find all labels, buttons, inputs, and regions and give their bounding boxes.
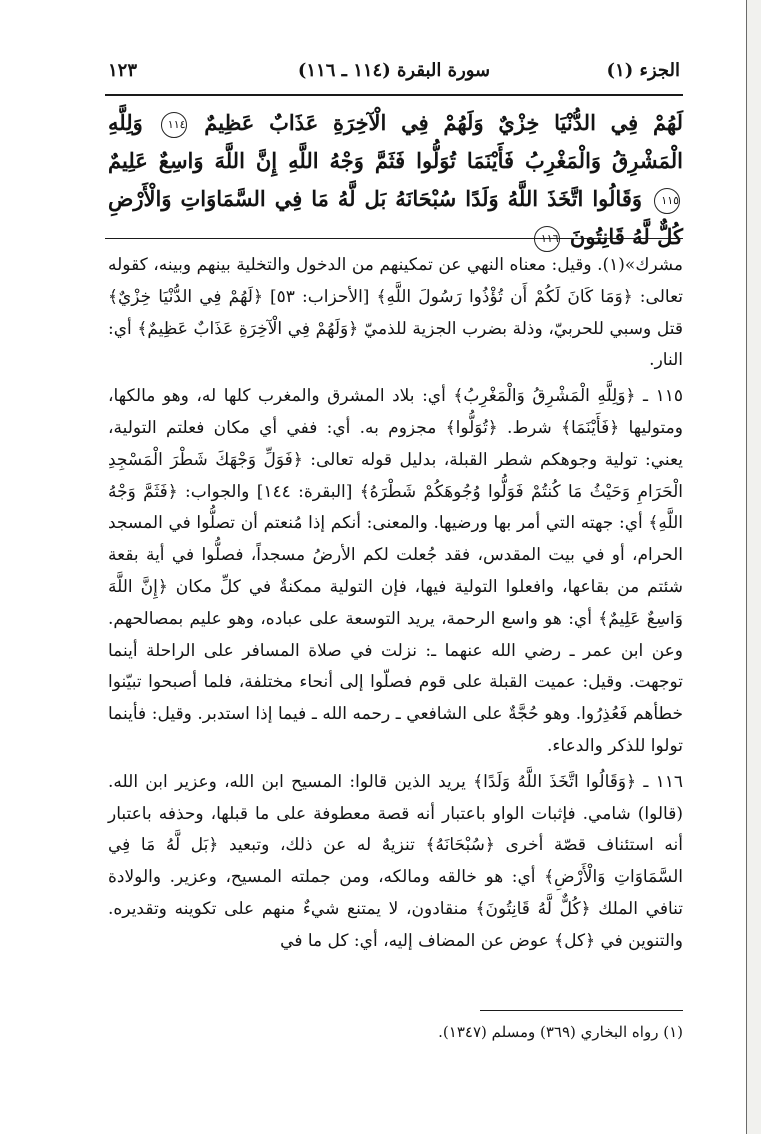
verse-text: وَلِلَّهِ الْمَشْرِقُ وَالْمَغْرِبُ فَأَيْنَمَا تُوَلُّوا فَثَمَّ وَجْهُ اللَّهِ إِنَّ اللَّهَ وَاسِعٌ عَلِيمٌ <box>108 110 683 173</box>
verse-text: لَهُمْ فِي الدُّنْيَا خِزْيٌ وَلَهُمْ فِي الْآخِرَةِ عَذَابٌ عَظِيمٌ <box>204 110 683 135</box>
page-header <box>108 60 680 94</box>
page-number: ١٢٣ <box>108 60 138 81</box>
verses-divider <box>105 238 683 239</box>
verse-number-marker: ١١٦ <box>534 226 560 252</box>
commentary-paragraph: مشرك»(١). وقيل: معناه النهي عن تمكينهم من الدخول والتخلية بينهم وبينه، كقوله تعالى: ﴿وَمَا كَانَ لَكُمْ أَن تُؤْذُوا رَسُولَ اللَّهِ﴾ [الأحزاب: ٥٣] ﴿لَهُمْ فِي الدُّنْيَا خِزْيٌ﴾ قتل وسبي للحربيّ، وذلة بضرب الجزية للذميّ ﴿وَلَهُمْ فِي الْآخِرَةِ عَذَابٌ عَظِيمٌ﴾ أي: النار. <box>108 255 683 371</box>
verse-text: وَقَالُوا اتَّخَذَ اللَّهُ وَلَدًا سُبْحَانَهُ بَل لَّهُ مَا فِي السَّمَاوَاتِ وَالْأَرْضِ كُلٌّ لَّهُ قَانِتُونَ <box>108 186 683 249</box>
page-binding-edge <box>746 0 761 1134</box>
footnote: (١) رواه البخاري (٣٦٩) ومسلم (١٣٤٧). <box>438 1023 683 1041</box>
commentary-paragraph: ١١٦ ـ ﴿وَقَالُوا اتَّخَذَ اللَّهُ وَلَدًا﴾ يريد الذين قالوا: المسيح ابن الله، وعزير ابن الله. (قالوا) شامي. فإثبات الواو باعتبار أنه قصة معطوفة على ما قبلها، وحذفه باعتبار أنه استئناف قصّة أخرى ﴿سُبْحَانَهُ﴾ تنزيهٌ له عن ذلك، وتبعيد ﴿بَل لَّهُ مَا فِي السَّمَاوَاتِ وَالْأَرْضِ﴾ أي: هو خالقه ومالكه، ومن جملته المسيح، وعزير. والولادة تنافي الملك ﴿كُلٌّ لَّهُ قَانِتُونَ﴾ منقادون، لا يمتنع شيءٌ منهم على تكوينه وتقديره. والتنوين في ﴿كل﴾ عوض عن المضاف إليه، أي: كل ما في <box>108 771 683 951</box>
juz-label: الجزء (١) <box>606 60 680 81</box>
surah-title: سورة البقرة (١١٤ ـ ١١٦) <box>297 60 491 81</box>
quran-verses-block <box>108 104 683 256</box>
commentary-body <box>108 250 683 958</box>
header-divider <box>105 94 683 96</box>
verse-number-marker: ١١٤ <box>161 112 187 138</box>
commentary-paragraph: ١١٥ ـ ﴿وَلِلَّهِ الْمَشْرِقُ وَالْمَغْرِبُ﴾ أي: بلاد المشرق والمغرب كلها له، وهو مالكها، ومتوليها ﴿فَأَيْنَمَا﴾ شرط. ﴿تُوَلُّوا﴾ مجزوم به. أي: ففي أي مكان فعلتم التولية، يعني: تولية وجوهكم شطر القبلة، بدليل قوله تعالى: ﴿فَوَلِّ وَجْهَكَ شَطْرَ الْمَسْجِدِ الْحَرَامِ وَحَيْثُ مَا كُنتُمْ فَوَلُّوا وُجُوهَكُمْ شَطْرَهُ﴾ [البقرة: ١٤٤] والجواب: ﴿فَثَمَّ وَجْهُ اللَّهِ﴾ أي: جهته التي أمر بها ورضيها. والمعنى: أنكم إذا مُنعتم أن تصلُّوا في المسجد الحرام، أو في بيت المقدس، فقد جُعلت لكم الأرضُ مسجداً، فصلُّوا في أية بقعة شئتم من بقاعها، وافعلوا التولية فيها، فإن التولية ممكنةٌ في كلِّ مكان ﴿إِنَّ اللَّهَ وَاسِعٌ عَلِيمٌ﴾ أي: هو واسع الرحمة، يريد التوسعة على عباده، وهو عليم بمصالحهم. وعن ابن عمر ـ رضي الله عنهما ـ: نزلت في صلاة المسافر على الراحلة أينما توجهت. وقيل: عميت القبلة على قوم فصلّوا إلى أنحاء مختلفة، فلما أصبحوا تبيّنوا خطأهم فَعُذِرُوا. وهو حُجَّةٌ على الشافعي ـ رحمه الله ـ فيما إذا استدبر. وقيل: فأينما تولوا للذكر والدعاء. <box>108 386 683 756</box>
footnote-divider <box>480 1010 683 1011</box>
verse-number-marker: ١١٥ <box>654 188 680 214</box>
